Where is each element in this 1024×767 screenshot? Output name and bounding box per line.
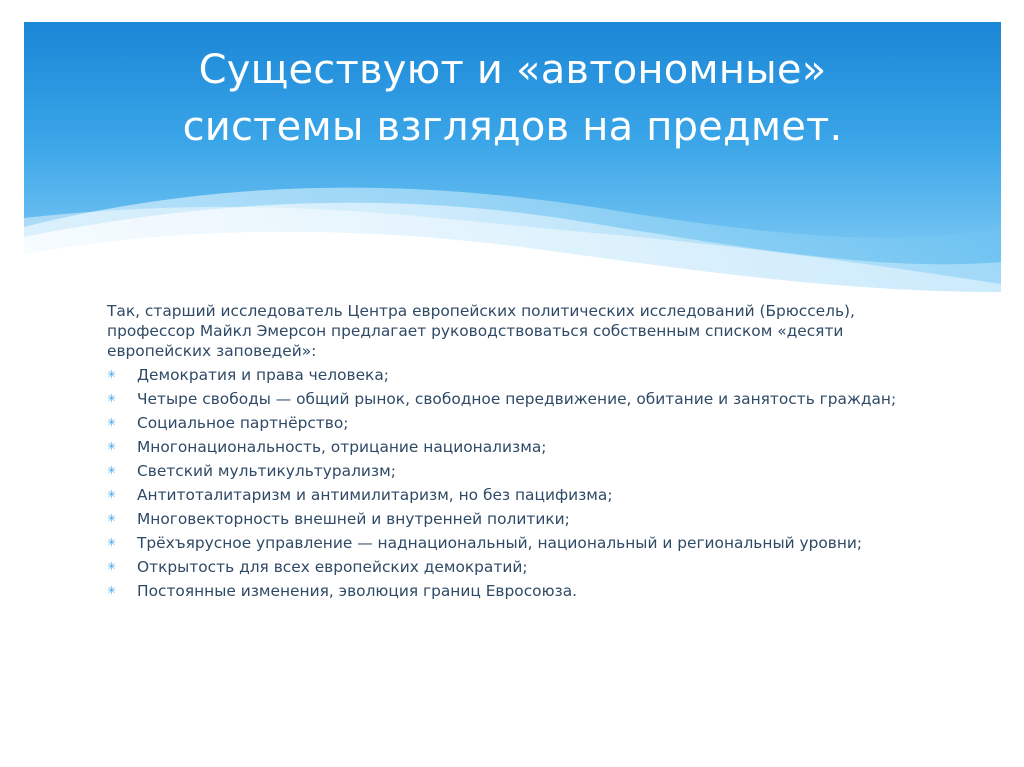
list-item xyxy=(107,389,907,409)
list-item-text: Многовекторность внешней и внутренней политики; xyxy=(137,510,570,528)
list-item xyxy=(107,557,907,577)
intro-paragraph: Так, старший исследователь Центра европейских политических исследований (Брюссель), профессор Майкл Эмерсон предлагает руководствоваться собственным списком «десяти европейских заповедей»: xyxy=(107,302,855,360)
bullet-star-icon: ✳ xyxy=(107,488,117,501)
list-item-text: Светский мультикультурализм; xyxy=(137,462,396,480)
list-item xyxy=(107,581,907,601)
list-item xyxy=(107,413,907,433)
list-item-text: Демократия и права человека; xyxy=(137,366,389,384)
slide-title-line-2: системы взглядов на предмет. xyxy=(182,104,843,150)
commandments-list xyxy=(107,365,907,601)
bullet-star-icon: ✳ xyxy=(107,512,117,525)
list-item-text: Постоянные изменения, эволюция границ Евросоюза. xyxy=(137,582,578,600)
bullet-star-icon: ✳ xyxy=(107,416,117,429)
slide xyxy=(24,22,1001,743)
bullet-star-icon: ✳ xyxy=(107,536,117,549)
list-item-text: Открытость для всех европейских демократий; xyxy=(137,558,528,576)
bullet-star-icon: ✳ xyxy=(107,368,117,381)
bullet-star-icon: ✳ xyxy=(107,440,117,453)
list-item xyxy=(107,533,907,553)
list-item-text: Социальное партнёрство; xyxy=(137,414,349,432)
header-banner xyxy=(24,22,1001,292)
list-item-text: Антитоталитаризм и антимилитаризм, но без пацифизма; xyxy=(137,486,613,504)
bullet-star-icon: ✳ xyxy=(107,464,117,477)
list-item-text: Четыре свободы — общий рынок, свободное передвижение, обитание и занятость граждан; xyxy=(137,390,897,408)
bullet-star-icon: ✳ xyxy=(107,392,117,405)
list-item xyxy=(107,437,907,457)
list-item-text: Многонациональность, отрицание национализма; xyxy=(137,438,547,456)
bullet-star-icon: ✳ xyxy=(107,584,117,597)
list-item xyxy=(107,509,907,529)
list-item-text: Трёхъярусное управление — наднациональный, национальный и региональный уровни; xyxy=(137,534,863,552)
list-item xyxy=(107,485,907,505)
bullet-star-icon: ✳ xyxy=(107,560,117,573)
list-item xyxy=(107,365,907,385)
slide-title-line-1: Существуют и «автономные» xyxy=(198,47,827,93)
list-item xyxy=(107,461,907,481)
slide-title xyxy=(24,42,1001,156)
slide-body xyxy=(107,301,907,605)
